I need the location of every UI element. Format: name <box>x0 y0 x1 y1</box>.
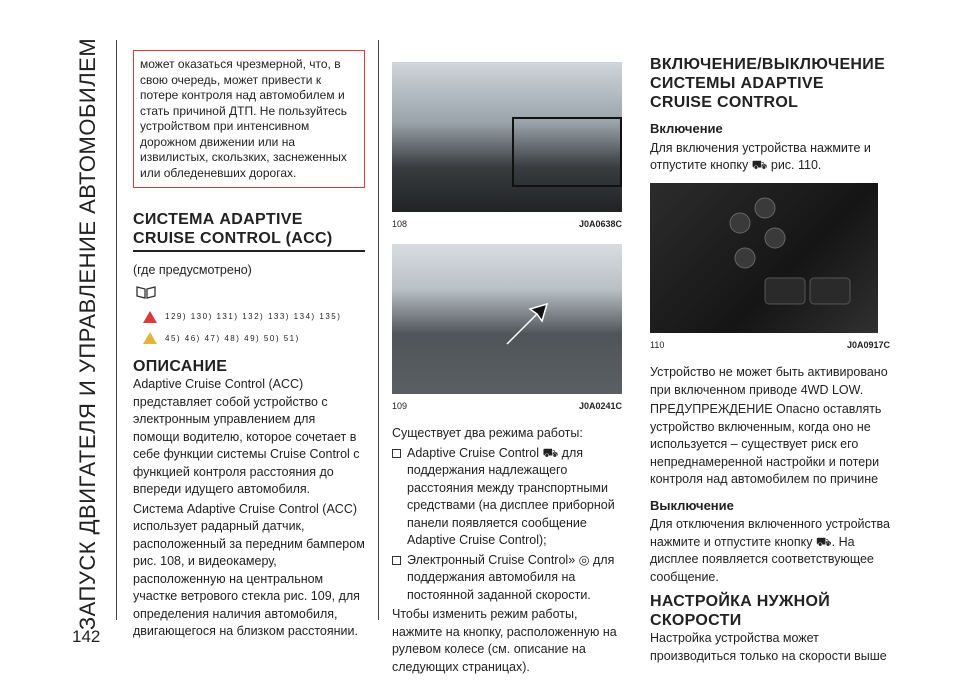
figure-109-number: 109 <box>392 400 408 411</box>
enable-text: Для включения устройства нажмите и отпустите кнопку ⛟ рис. 110. <box>650 140 871 172</box>
red-refs-text: 129) 130) 131) 132) 133) 134) 135) <box>165 312 342 321</box>
section-title-enable-disable: ВКЛЮЧЕНИЕ/ВЫКЛЮЧЕНИЕ СИСТЕМЫ ADAPTIVE CRUISE CONTROL <box>650 56 886 111</box>
steering-controls-icon <box>650 183 878 333</box>
provision-note: (где предусмотрено) <box>133 263 252 277</box>
figure-108-bumper-photo <box>392 62 622 212</box>
mode-1-text: Adaptive Cruise Control ⛟ для поддержания надлежащего расстояния между транспортными средствами (на дисплее приборной панели появляется сообщение Adaptive Cruise Control); <box>407 445 615 547</box>
pointer-arrow-icon <box>502 299 552 349</box>
page-number: 142 <box>72 627 101 646</box>
amber-warning-icon <box>143 332 157 344</box>
column-left <box>133 50 365 643</box>
left-divider <box>116 40 117 620</box>
section-title-speed: НАСТРОЙКА НУЖНОЙ СКОРОСТИ <box>650 593 831 629</box>
figure-110-code: J0A0917C <box>846 339 890 350</box>
red-warning-icon <box>143 311 157 323</box>
modes-intro: Существует два режима работы: <box>392 426 583 440</box>
figure-108-caption <box>392 216 622 234</box>
warning-box <box>133 50 365 188</box>
column-middle <box>392 62 622 678</box>
middle-divider <box>378 40 379 620</box>
radar-highlight-box <box>512 117 622 187</box>
enable-subtitle: Включение <box>650 121 723 136</box>
amber-warning-refs <box>133 330 365 348</box>
figure-109-code: J0A0241C <box>578 400 622 411</box>
mode-item-1 <box>392 445 622 550</box>
chapter-side-title: ЗАПУСК ДВИГАТЕЛЯ И УПРАВЛЕНИЕ АВТОМОБИЛЕМ <box>75 37 101 631</box>
description-paragraph-2: Система Adaptive Cruise Control (ACC) использует радарный датчик, расположенный за передним бампером рис. 108, и видеокамеру, расположенную на центральном участке ветрового стекла рис. 109, для определения наличия автомобиля, двигающегося на близком расстоянии. <box>133 501 365 638</box>
figure-108-number: 108 <box>392 219 408 229</box>
description-paragraph-1: Adaptive Cruise Control (ACC) представляет собой устройство с электронным управлением для помощи водителю, которое сочетает в себе функции системы Cruise Control с функцией контроля расстояния до впереди идущего автомобиля. <box>133 377 360 496</box>
amber-refs-text: 45) 46) 47) 48) 49) 50) 51) <box>165 333 300 343</box>
speed-text: Настройка устройства может производиться только на скорости выше <box>650 631 887 663</box>
mode-2-text: Электронный Cruise Control» ◎ для поддержания автомобиля на постоянной заданной скорости. <box>407 552 615 602</box>
mode-item-2 <box>392 552 622 605</box>
figure-108-code: J0A0638C <box>578 219 622 229</box>
section-title-acc: СИСТЕМА ADAPTIVE CRUISE CONTROL (ACC) <box>133 210 365 252</box>
mode-change-text: Чтобы изменить режим работы, нажмите на кнопку, расположенную на рулевом колесе (см. описание на следующих страницах). <box>392 607 617 674</box>
disable-text: Для отключения включенного устройства нажмите и отпустите кнопку ⛟. На дисплее появляется соответствующее сообщение. <box>650 517 890 584</box>
warning-paragraph: ПРЕДУПРЕЖДЕНИЕ Опасно оставлять устройство включенным, когда оно не используется – существует риск его непреднамеренной настройки и потери контроля над автомобилем по причине <box>650 402 882 486</box>
red-warning-refs <box>133 308 365 326</box>
figure-110-number: 110 <box>650 339 665 350</box>
column-right <box>650 55 890 667</box>
description-title: ОПИСАНИЕ <box>133 358 228 375</box>
note-4wd: Устройство не может быть активировано при включенном приводе 4WD LOW. <box>650 365 888 397</box>
figure-109-windshield-photo <box>392 244 622 394</box>
warning-text: может оказаться чрезмерной, что, в свою очередь, может привести к потере контроля над автомобилем и стать причиной ДТП. Не пользуйтесь устройством при интенсивном дорожном движении или на извилистых, скользких, заснеженных или обледеневших дорогах. <box>140 57 347 180</box>
checkbox-icon <box>392 449 401 458</box>
checkbox-icon <box>392 556 401 565</box>
figure-110-caption <box>650 337 890 355</box>
figure-110-steering-wheel-photo <box>650 183 878 333</box>
figure-109-caption <box>392 398 622 416</box>
book-icon <box>135 284 365 305</box>
disable-subtitle: Выключение <box>650 497 734 513</box>
